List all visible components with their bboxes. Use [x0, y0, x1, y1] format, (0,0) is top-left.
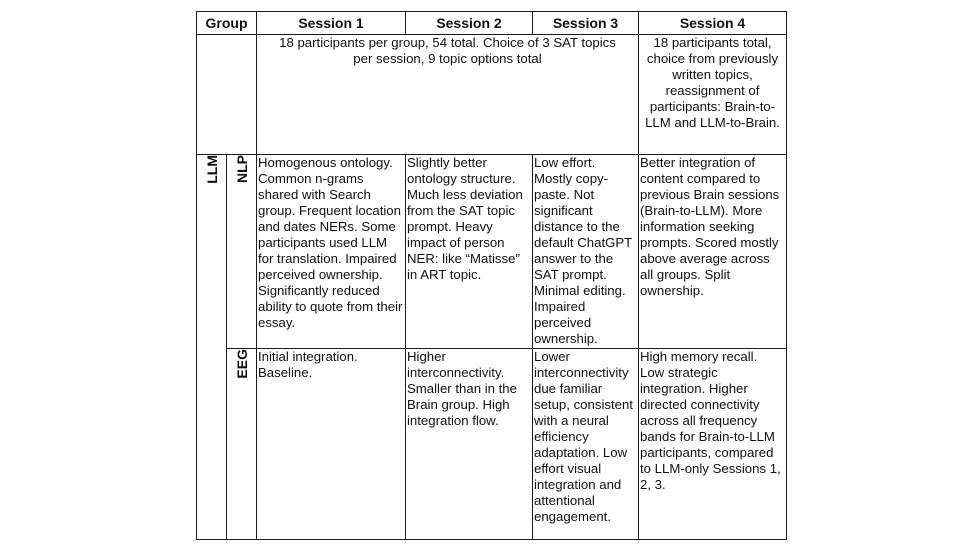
sessions-1-3-common-cell	[257, 35, 639, 155]
nlp-session-2: Slightly better ontology structure. Much less deviation from the SAT topic prompt. Heavy impact of person NER: like “Matisse” in ART topic.	[406, 155, 533, 349]
llm-group-label: LLM	[203, 155, 220, 184]
eeg-row	[197, 349, 787, 540]
header-group: Group	[197, 12, 257, 35]
header-row	[197, 12, 787, 35]
nlp-label-cell	[227, 155, 257, 349]
nlp-row	[197, 155, 787, 349]
sessions-1-3-common-text: 18 participants per group, 54 total. Choice of 3 SAT topics per session, 9 topic options total	[279, 35, 616, 66]
eeg-label: EEG	[233, 349, 250, 379]
session-4-common-cell: 18 participants total, choice from previously written topics, reassignment of participants: Brain-to-LLM and LLM-to-Brain.	[639, 35, 787, 155]
nlp-session-4: Better integration of content compared to previous Brain sessions (Brain-to-LLM). More information seeking prompts. Scored mostly above average across all groups. Split ownership.	[639, 155, 787, 349]
llm-group-label-cell	[197, 155, 227, 540]
header-session-3: Session 3	[533, 12, 639, 35]
nlp-session-1: Homogenous ontology. Common n-grams shared with Search group. Frequent location and dates NERs. Some participants used LLM for translation. Impaired perceived ownership. Significantly reduced ability to quote from their essay.	[257, 155, 406, 349]
nlp-label: NLP	[233, 155, 250, 183]
header-session-2: Session 2	[406, 12, 533, 35]
eeg-session-3: Lower interconnectivity due familiar setup, consistent with a neural efficiency adaptation. Low effort visual integration and attentional engagement.	[533, 349, 639, 540]
study-table	[196, 11, 787, 540]
eeg-session-2: Higher interconnectivity. Smaller than in the Brain group. High integration flow.	[406, 349, 533, 540]
common-row	[197, 35, 787, 155]
eeg-session-4: High memory recall. Low strategic integration. Higher directed connectivity across all frequency bands for Brain-to-LLM participants, compared to LLM-only Sessions 1, 2, 3.	[639, 349, 787, 540]
eeg-label-cell	[227, 349, 257, 540]
nlp-session-3: Low effort. Mostly copy-paste. Not significant distance to the default ChatGPT answer to the SAT prompt. Minimal editing. Impaired perceived ownership.	[533, 155, 639, 349]
header-session-1: Session 1	[257, 12, 406, 35]
header-session-4: Session 4	[639, 12, 787, 35]
eeg-session-1: Initial integration. Baseline.	[257, 349, 406, 540]
common-row-blank-cell	[197, 35, 257, 155]
